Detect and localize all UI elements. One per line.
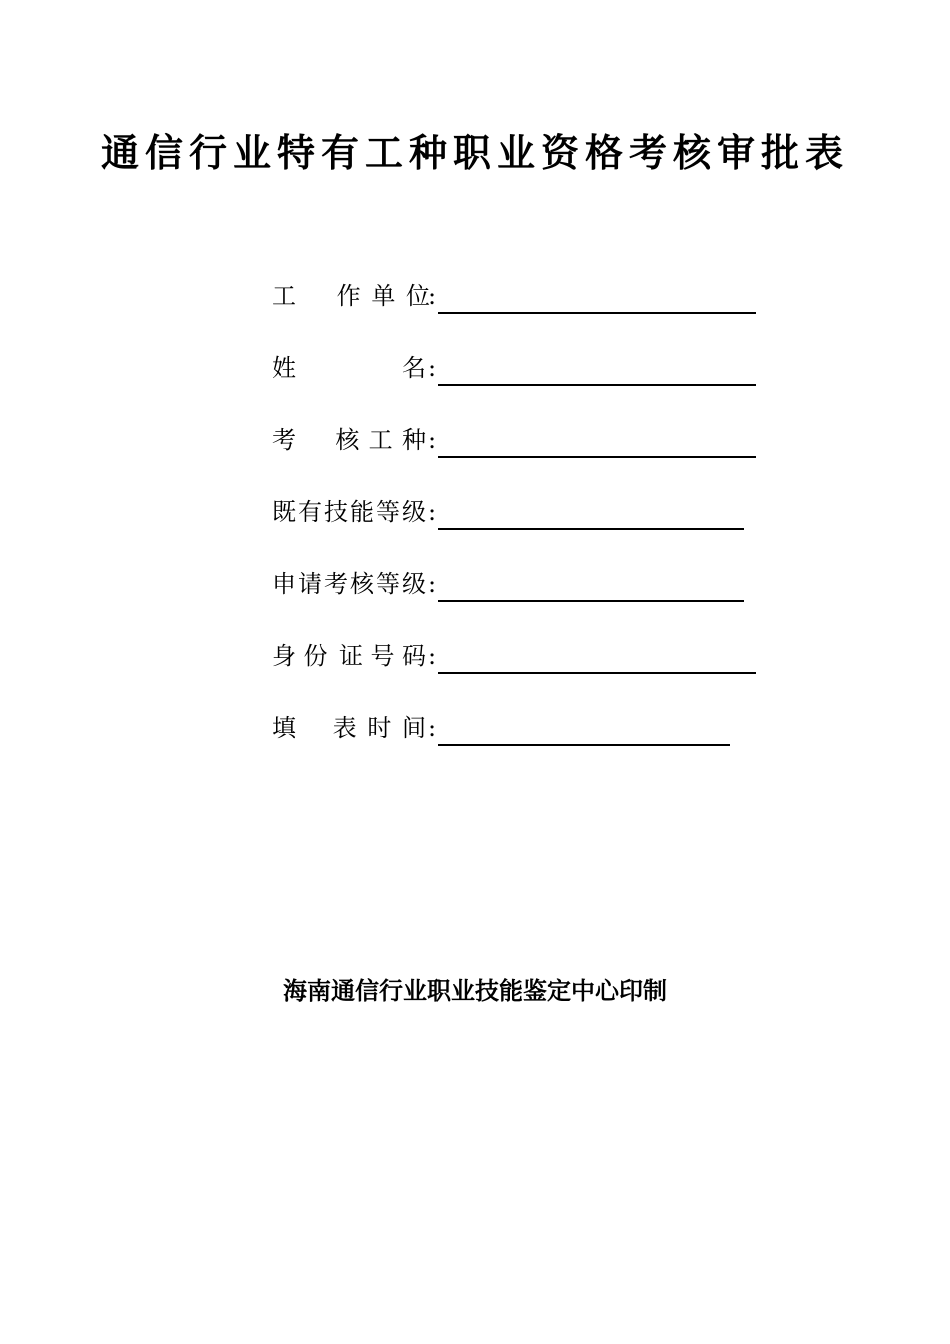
label-char: 填 [272,714,296,742]
exam-trade-input-line[interactable] [438,456,756,458]
current-skill-level-label [272,496,426,528]
fill-date-label [272,712,426,744]
fill-date-field [272,708,732,748]
id-number-input-line[interactable] [438,672,756,674]
label-char: 表 [332,714,357,742]
label-colon: : [428,282,437,310]
label-char: 核 [350,570,374,598]
label-char: 等 [376,498,400,526]
label-char: 考 [324,570,348,598]
current-skill-level-input-line[interactable] [438,528,744,530]
applied-level-input-line[interactable] [438,600,744,602]
label-colon: : [428,354,437,382]
exam-trade-label [272,424,426,456]
label-char: 技 [324,498,348,526]
name-field [272,348,758,388]
label-char: 工 [368,426,393,454]
label-char: 证 [339,642,363,670]
document-title: 通信行业特有工种职业资格考核审批表 [100,131,849,175]
label-char: 级 [402,498,426,526]
exam-trade-field [272,420,758,460]
work-unit-input-line[interactable] [438,312,756,314]
work-unit-field [272,276,758,316]
label-char: 核 [335,426,360,454]
label-char: 能 [350,498,374,526]
label-colon: : [428,570,437,598]
issuer-footer: 海南通信行业职业技能鉴定中心印制 [283,977,667,1005]
label-char: 位 [405,282,430,310]
current-skill-level-field [272,492,744,532]
label-colon: : [428,642,437,670]
label-char: 申 [272,570,296,598]
applied-level-label [272,568,426,600]
label-char: 考 [272,426,296,454]
name-label [272,352,426,384]
label-char: 有 [298,498,322,526]
label-char: 时 [367,714,392,742]
fill-date-input-line[interactable] [438,744,730,746]
label-char: 码 [402,642,426,670]
work-unit-label [272,280,430,312]
id-number-label [272,640,426,672]
label-char: 种 [401,426,426,454]
label-colon: : [428,498,437,526]
label-char: 号 [370,642,395,670]
label-colon: : [428,714,437,742]
label-char: 工 [272,282,296,310]
applied-level-field [272,564,744,604]
label-char: 请 [298,570,322,598]
label-char: 既 [272,498,296,526]
label-colon: : [428,426,437,454]
label-char: 级 [402,570,426,598]
label-char: 间 [401,714,426,742]
label-char: 身 [272,642,296,670]
name-input-line[interactable] [438,384,756,386]
label-char: 单 [371,282,396,310]
label-char: 等 [376,570,400,598]
label-char: 作 [336,282,361,310]
label-char: 姓 [272,354,296,382]
label-char: 份 [303,642,328,670]
id-number-field [272,636,758,676]
label-char: 名 [402,354,426,382]
